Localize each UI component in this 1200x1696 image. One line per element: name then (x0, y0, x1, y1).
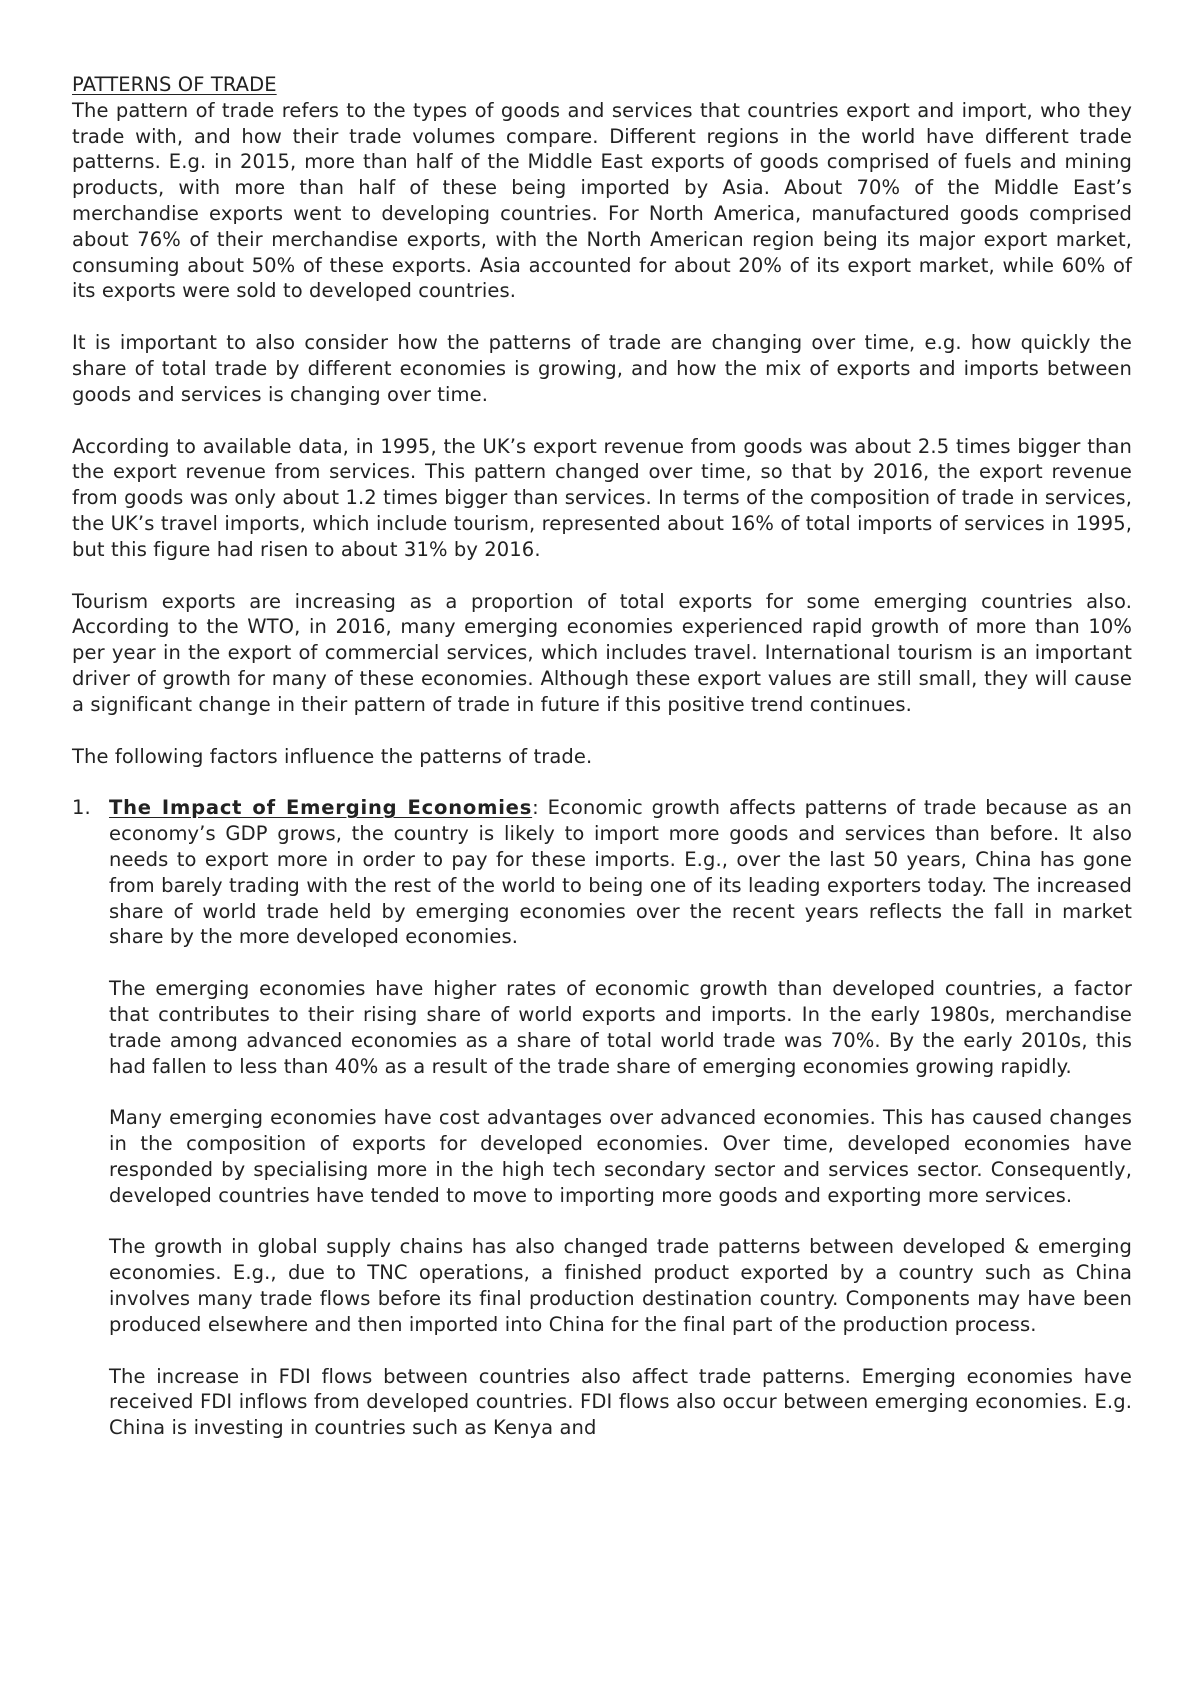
paragraph-pattern-definition: The pattern of trade refers to the types of goods and services that countries export and import, who they trade with, and how their trade volumes compare. Different regions in the world have different trade patterns. E.g. in 2015, more than half of the Middle East exports of goods comprised of fuels and mining products, with more than half of these being imported by Asia. About 70% of the Middle East’s merchandise exports went to developing countries. For North America, manufactured goods comprised about 76% of their merchandise exports, with the North American region being its major export market, consuming about 50% of these exports. Asia accounted for about 20% of its export market, while 60% of its exports were sold to developed countries. (72, 98, 1132, 303)
factor-paragraph-cost-advantages: Many emerging economies have cost advantages over advanced economies. This has caused changes in the composition of exports for developed economies. Over time, developed economies have responded by specialising more in the high tech secondary sector and services sector. Consequently, developed countries have tended to move to importing more goods and exporting more services. (109, 1106, 1132, 1207)
document-page (72, 72, 1132, 1467)
factor-item-emerging-economies (72, 795, 1132, 1441)
paragraph-factors-intro: The following factors influence the patterns of trade. (72, 744, 593, 768)
factor-paragraph-supply-chains: The growth in global supply chains has also changed trade patterns between developed & emerging economies. E.g., due to TNC operations, a finished product exported by a country such as China involves many trade flows before its final production destination country. Components may have been produced elsewhere and then imported into China for the final part of the production process. (109, 1235, 1132, 1336)
document-title: PATTERNS OF TRADE (72, 73, 277, 96)
factor-number: 1. (72, 796, 91, 820)
factor-paragraph-fdi-flows: The increase in FDI flows between countries also affect trade patterns. Emerging economies have received FDI inflows from developed countries. FDI flows also occur between emerging economies. E.g. China is investing in countries such as Kenya and (109, 1364, 1132, 1440)
factor-lead-paragraph (109, 795, 1132, 950)
paragraph-changing-patterns: It is important to also consider how the patterns of trade are changing over time, e.g. how quickly the share of total trade by different economies is growing, and how the mix of exports and imports between goods and services is changing over time. (72, 331, 1132, 406)
paragraph-uk-data: According to available data, in 1995, the UK’s export revenue from goods was about 2.5 times bigger than the export revenue from services. This pattern changed over time, so that by 2016, the export revenue from goods was only about 1.2 times bigger than services. In terms of the composition of trade in services, the UK’s travel imports, which include tourism, represented about 16% of total imports of services in 1995, but this figure had risen to about 31% by 2016. (72, 434, 1132, 561)
factors-list (72, 795, 1132, 1441)
factor-heading: The Impact of Emerging Economies (109, 796, 533, 820)
factor-heading-separator: : (532, 796, 539, 820)
paragraph-tourism-exports: Tourism exports are increasing as a proportion of total exports for some emerging countries also. According to the WTO, in 2016, many emerging economies experienced rapid growth of more than 10% per year in the export of commercial services, which includes travel. International tourism is an important driver of growth for many of these economies. Although these export values are still small, they will cause a significant change in their pattern of trade in future if this positive trend continues. (72, 589, 1132, 716)
factor-lead-text: Economic growth affects patterns of trade because as an economy’s GDP grows, the country is likely to import more goods and services than before. It also needs to export more in order to pay for these imports. E.g., over the last 50 years, China has gone from barely trading with the rest of the world to being one of its leading exporters today. The increased share of world trade held by emerging economies over the recent years reflects the fall in market share by the more developed economies. (109, 796, 1132, 949)
factor-paragraph-growth-rates: The emerging economies have higher rates of economic growth than developed countries, a factor that contributes to their rising share of world exports and imports. In the early 1980s, merchandise trade among advanced economies as a share of total world trade was 70%. By the early 2010s, this had fallen to less than 40% as a result of the trade share of emerging economies growing rapidly. (109, 977, 1132, 1078)
